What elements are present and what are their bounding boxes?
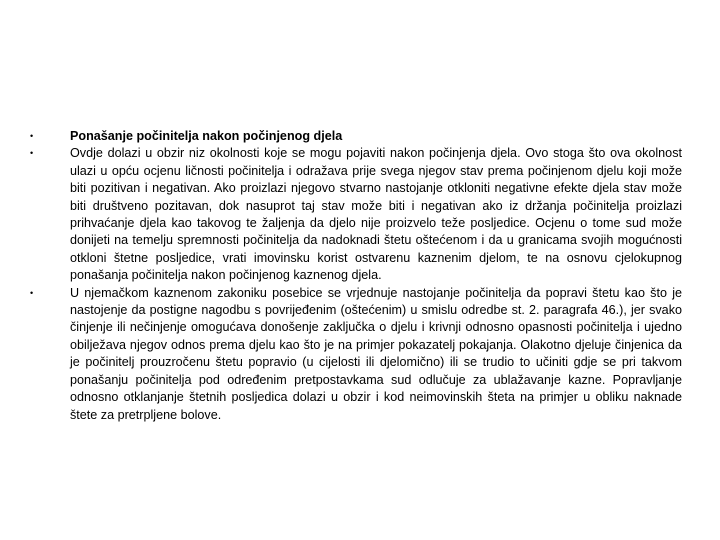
bullet-item-paragraph-1	[30, 145, 682, 284]
bullet-marker: •	[30, 287, 34, 298]
section-heading: Ponašanje počinitelja nakon počinjenog djela	[70, 129, 343, 143]
paragraph-text: Ovdje dolazi u obzir niz okolnosti koje se mogu pojaviti nakon počinjenja djela. Ovo stoga što ova okolnost ulazi u opću ocjenu ličnosti počinitelja i odražava prije svega njegov stav prema počinjenom djelu koji može biti pozitivan i negativan. Ako proizlazi njegovo stvarno nastojanje otkloniti negativne efekte djela stav može biti društveno pozitavan, dok nasuprot taj stav može biti i negativan ako iz držanja počinitelja proizlazi prihvaćanje djela kao takovog te žaljenja da djelo nije proizvelo teže posljedice. Ocjenu o tome sud može donijeti na temelju spremnosti počinitelja da nadoknadi štetu oštećenom i da u granicama svojih mogućnosti otkloni štetne posljedice, vrati imovinsku korist ostvarenu kaznenim djelom, te na osnovu cjelokupnog ponašanja počinitelja nakon počinjenog kaznenog djela.	[70, 146, 682, 283]
bullet-list	[30, 128, 682, 424]
bullet-marker: •	[30, 148, 34, 159]
bullet-item-heading	[30, 128, 682, 145]
bullet-item-paragraph-2	[30, 285, 682, 424]
paragraph-text: U njemačkom kaznenom zakoniku posebice se vrjednuje nastojanje počinitelja da popravi štetu kao što je nastojenje da postigne nagodbu s povrijeđenim (oštećenim) u smislu odredbe st. 2. paragrafa 46.), jer svako činjenje ili nečinjenje omogućava donošenje zaključka o djelu i krivnji odnosno opasnosti počinitelja i ujedno obilježava njegov odnos prema djelu kao što je na primjer pokazatelj pokajanja. Olakotno djeluje činjenica da je počinitelj prouzročenu štetu popravio (u cijelosti ili djelomično) ili se trudio to učiniti gdje se pri takvom ponašanju počinitelja pod određenim pretpostavkama sud odlučuje za ublažavanje kazne. Popravljanje odnosno otklanjanje štetnih posljedica dolazi u obzir i kod neimovinskih šteta na primjer u obliku naknade štete za pretrpljene bolove.	[70, 285, 682, 422]
slide-content	[30, 128, 682, 424]
bullet-marker: •	[30, 131, 34, 141]
